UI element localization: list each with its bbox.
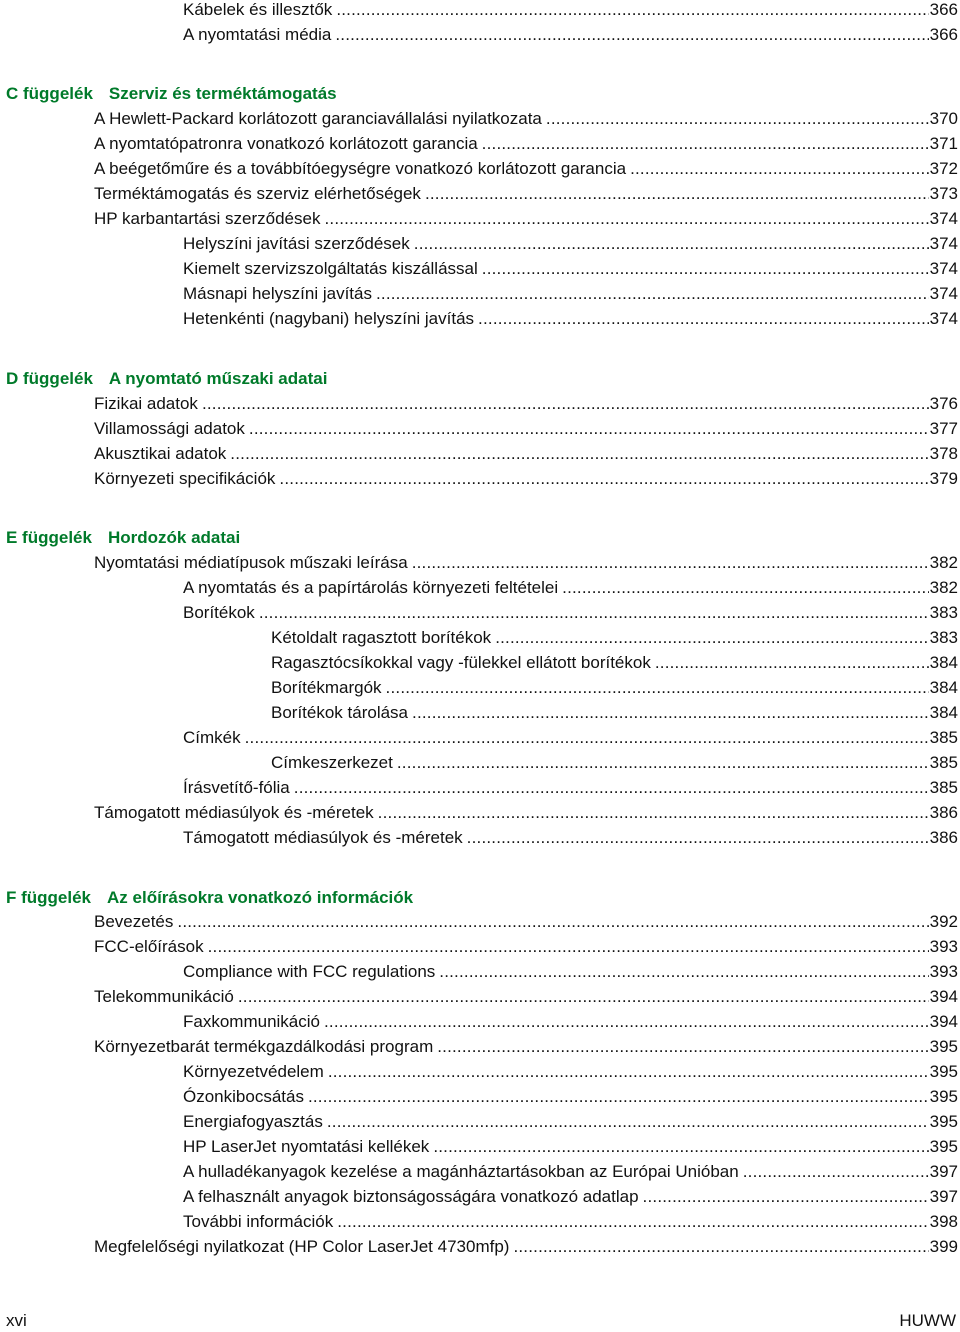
toc-entry-title: FCC-előírások (94, 937, 204, 956)
toc-entry[interactable] (183, 1011, 958, 1033)
toc-entry-title: Kétoldalt ragasztott borítékok (271, 628, 492, 647)
toc-entry[interactable] (94, 986, 958, 1008)
toc-page-number: 382 (929, 578, 958, 597)
toc-page-number: 371 (929, 134, 958, 153)
chapter-title: Az előírásokra vonatkozó információk (107, 888, 414, 907)
toc-page-number: 392 (929, 912, 958, 931)
dot-leader (327, 1111, 929, 1133)
dot-leader (279, 468, 928, 490)
chapter-label: E függelék (6, 528, 92, 547)
toc-entry[interactable] (94, 418, 958, 440)
dot-leader (425, 183, 929, 205)
toc-entry-title: Telekommunikáció (94, 987, 234, 1006)
dot-leader (202, 393, 929, 415)
chapter-title: A nyomtató műszaki adatai (108, 369, 328, 388)
toc-entry[interactable] (271, 702, 958, 724)
toc-page-number: 372 (929, 159, 958, 178)
chapter-label: D függelék (6, 369, 93, 388)
dot-leader (378, 802, 929, 824)
toc-page-number: 384 (929, 703, 958, 722)
dot-leader (513, 1236, 928, 1258)
footer-brand: HUWW (899, 1311, 956, 1330)
toc-page-number: 385 (929, 728, 958, 747)
dot-leader (482, 133, 929, 155)
toc-page-number: 384 (929, 653, 958, 672)
toc-entry-title: Helyszíni javítási szerződések (183, 234, 410, 253)
toc-page-number: 383 (929, 603, 958, 622)
toc-entry-title: Ragasztócsíkokkal vagy -fülekkel ellátott borítékok (271, 653, 651, 672)
toc-page-number: 374 (929, 309, 958, 328)
toc-entry[interactable] (183, 308, 958, 330)
toc-chapter-heading[interactable] (6, 368, 327, 390)
toc-page-number: 397 (929, 1162, 958, 1181)
toc-entry-title: A felhasznált anyagok biztonságosságára vonatkozó adatlap (183, 1187, 639, 1206)
toc-entry-title: Compliance with FCC regulations (183, 962, 436, 981)
chapter-title: Hordozók adatai (107, 528, 241, 547)
toc-entry-title: Ózonkibocsátás (183, 1087, 304, 1106)
dot-leader (643, 1186, 929, 1208)
toc-entry[interactable] (183, 602, 958, 624)
dot-leader (655, 652, 929, 674)
toc-entry-title: Környezeti specifikációk (94, 469, 276, 488)
toc-chapter-heading[interactable] (6, 527, 240, 549)
toc-entry-title: Írásvetítő-fólia (183, 778, 290, 797)
dot-leader (482, 258, 929, 280)
toc-entry[interactable] (183, 1086, 958, 1108)
toc-entry-title: Akusztikai adatok (94, 444, 227, 463)
dot-leader (249, 418, 929, 440)
toc-entry-title: Bevezetés (94, 912, 174, 931)
toc-page-number: 377 (929, 419, 958, 438)
toc-page-number: 378 (929, 444, 958, 463)
dot-leader (562, 577, 928, 599)
toc-entry[interactable] (183, 1136, 958, 1158)
toc-entry[interactable] (183, 777, 958, 799)
toc-entry[interactable] (94, 158, 958, 180)
toc-page-number: 373 (929, 184, 958, 203)
dot-leader (546, 108, 929, 130)
toc-page-number: 386 (929, 828, 958, 847)
toc-entry-title: Nyomtatási médiatípusok műszaki leírása (94, 553, 408, 572)
dot-leader (439, 961, 928, 983)
toc-page-number: 394 (929, 987, 958, 1006)
toc-page-number: 399 (929, 1237, 958, 1256)
toc-page-number: 376 (929, 394, 958, 413)
toc-entry-title: Megfelelőségi nyilatkozat (HP Color LaserJet 4730mfp) (94, 1237, 510, 1256)
toc-entry-title: A nyomtatópatronra vonatkozó korlátozott garancia (94, 134, 478, 153)
chapter-label: F függelék (6, 888, 92, 907)
toc-entry[interactable] (183, 961, 958, 983)
dot-leader (743, 1161, 929, 1183)
toc-entry[interactable] (94, 208, 958, 230)
toc-page-number: 366 (929, 0, 958, 19)
toc-entry[interactable] (183, 24, 958, 46)
toc-entry-title: Terméktámogatás és szerviz elérhetőségek (94, 184, 421, 203)
toc-entry-title: A Hewlett-Packard korlátozott garanciavállalási nyilatkozata (94, 109, 542, 128)
toc-page-number: 395 (929, 1087, 958, 1106)
toc-entry-title: Energiafogyasztás (183, 1112, 323, 1131)
dot-leader (412, 702, 929, 724)
toc-entry-title: A nyomtatás és a papírtárolás környezeti feltételei (183, 578, 559, 597)
chapter-title: Szerviz és terméktámogatás (108, 84, 337, 103)
dot-leader (308, 1086, 929, 1108)
toc-entry[interactable] (183, 258, 958, 280)
toc-entry[interactable] (183, 0, 958, 21)
dot-leader (230, 443, 928, 465)
toc-page-number: 379 (929, 469, 958, 488)
dot-leader (397, 752, 929, 774)
toc-entry[interactable] (271, 627, 958, 649)
toc-entry[interactable] (94, 108, 958, 130)
toc-entry[interactable] (94, 802, 958, 824)
toc-entry-title: Környezetvédelem (183, 1062, 324, 1081)
toc-page-number: 395 (929, 1062, 958, 1081)
dot-leader (208, 936, 929, 958)
toc-page-number: 394 (929, 1012, 958, 1031)
toc-chapter-heading[interactable] (6, 887, 413, 909)
toc-entry-title: Kábelek és illesztők (183, 0, 333, 19)
toc-entry[interactable] (94, 552, 958, 574)
toc-entry-title: Címkék (183, 728, 241, 747)
toc-page-number: 398 (929, 1212, 958, 1231)
footer-page-number: xvi (6, 1311, 27, 1330)
toc-entry[interactable] (94, 133, 958, 155)
toc-page-number: 386 (929, 803, 958, 822)
toc-entry[interactable] (271, 652, 958, 674)
dot-leader (335, 24, 928, 46)
toc-entry-title: Kiemelt szervizszolgáltatás kiszállással (183, 259, 478, 278)
dot-leader (467, 827, 929, 849)
toc-page-number: 385 (929, 753, 958, 772)
toc-page-number: 374 (929, 234, 958, 253)
dot-leader (177, 911, 928, 933)
toc-page-number: 384 (929, 678, 958, 697)
dot-leader (412, 552, 929, 574)
dot-leader (259, 602, 929, 624)
toc-entry[interactable] (94, 911, 958, 933)
toc-page-number: 393 (929, 937, 958, 956)
toc-entry-title: Borítékok (183, 603, 255, 622)
toc-entry-title: Támogatott médiasúlyok és -méretek (94, 803, 374, 822)
toc-entry[interactable] (94, 393, 958, 415)
toc-entry[interactable] (94, 1236, 958, 1258)
toc-entry-title: Borítékmargók (271, 678, 382, 697)
toc-page-number: 395 (929, 1137, 958, 1156)
toc-entry-title: Címkeszerkezet (271, 753, 393, 772)
toc-entry[interactable] (94, 936, 958, 958)
dot-leader (324, 1011, 929, 1033)
toc-entry[interactable] (183, 727, 958, 749)
toc-entry[interactable] (183, 233, 958, 255)
dot-leader (495, 627, 928, 649)
toc-entry[interactable] (183, 1161, 958, 1183)
toc-page-number: 374 (929, 209, 958, 228)
dot-leader (238, 986, 929, 1008)
dot-leader (414, 233, 929, 255)
toc-entry-title: A beégetőműre és a továbbítóegységre vonatkozó korlátozott garancia (94, 159, 627, 178)
toc-entry[interactable] (183, 1061, 958, 1083)
dot-leader (433, 1136, 928, 1158)
toc-entry-title: Környezetbarát termékgazdálkodási program (94, 1037, 434, 1056)
dot-leader (245, 727, 929, 749)
toc-entry-title: Villamossági adatok (94, 419, 245, 438)
dot-leader (386, 677, 929, 699)
toc-entry[interactable] (94, 443, 958, 465)
toc-entry[interactable] (183, 577, 958, 599)
toc-entry-title: A nyomtatási média (183, 25, 332, 44)
toc-page-number: 385 (929, 778, 958, 797)
toc-entry[interactable] (183, 283, 958, 305)
toc-entry[interactable] (94, 1036, 958, 1058)
toc-page-number: 395 (929, 1037, 958, 1056)
toc-page-number: 395 (929, 1112, 958, 1131)
toc-chapter-heading[interactable] (6, 83, 337, 105)
dot-leader (324, 208, 928, 230)
dot-leader (376, 283, 929, 305)
toc-page-number: 383 (929, 628, 958, 647)
toc-entry-title: Borítékok tárolása (271, 703, 409, 722)
dot-leader (328, 1061, 929, 1083)
toc-entry-title: HP LaserJet nyomtatási kellékek (183, 1137, 430, 1156)
toc-entry[interactable] (183, 827, 958, 849)
toc-entry[interactable] (271, 752, 958, 774)
toc-entry-title: További információk (183, 1212, 334, 1231)
dot-leader (437, 1036, 928, 1058)
toc-entry[interactable] (271, 677, 958, 699)
toc-entry[interactable] (94, 183, 958, 205)
toc-entry[interactable] (183, 1186, 958, 1208)
dot-leader (478, 308, 929, 330)
dot-leader (336, 0, 928, 21)
toc-entry[interactable] (94, 468, 958, 490)
toc-page-number: 393 (929, 962, 958, 981)
toc-entry-title: HP karbantartási szerződések (94, 209, 321, 228)
toc-entry-title: Faxkommunikáció (183, 1012, 320, 1031)
toc-entry-title: Fizikai adatok (94, 394, 198, 413)
toc-entry-title: Hetenkénti (nagybani) helyszíni javítás (183, 309, 475, 328)
toc-entry-title: Támogatott médiasúlyok és -méretek (183, 828, 463, 847)
toc-entry[interactable] (183, 1111, 958, 1133)
toc-page-number: 374 (929, 259, 958, 278)
toc-page-number: 374 (929, 284, 958, 303)
toc-page-number: 382 (929, 553, 958, 572)
toc-entry[interactable] (183, 1211, 958, 1233)
toc-page-number: 366 (929, 25, 958, 44)
dot-leader (294, 777, 929, 799)
dot-leader (337, 1211, 928, 1233)
toc-entry-title: Másnapi helyszíni javítás (183, 284, 372, 303)
chapter-label: C függelék (6, 84, 93, 103)
dot-leader (630, 158, 929, 180)
toc-entry-title: A hulladékanyagok kezelése a magánháztartásokban az Európai Unióban (183, 1162, 739, 1181)
toc-page-number: 370 (929, 109, 958, 128)
toc-page-number: 397 (929, 1187, 958, 1206)
